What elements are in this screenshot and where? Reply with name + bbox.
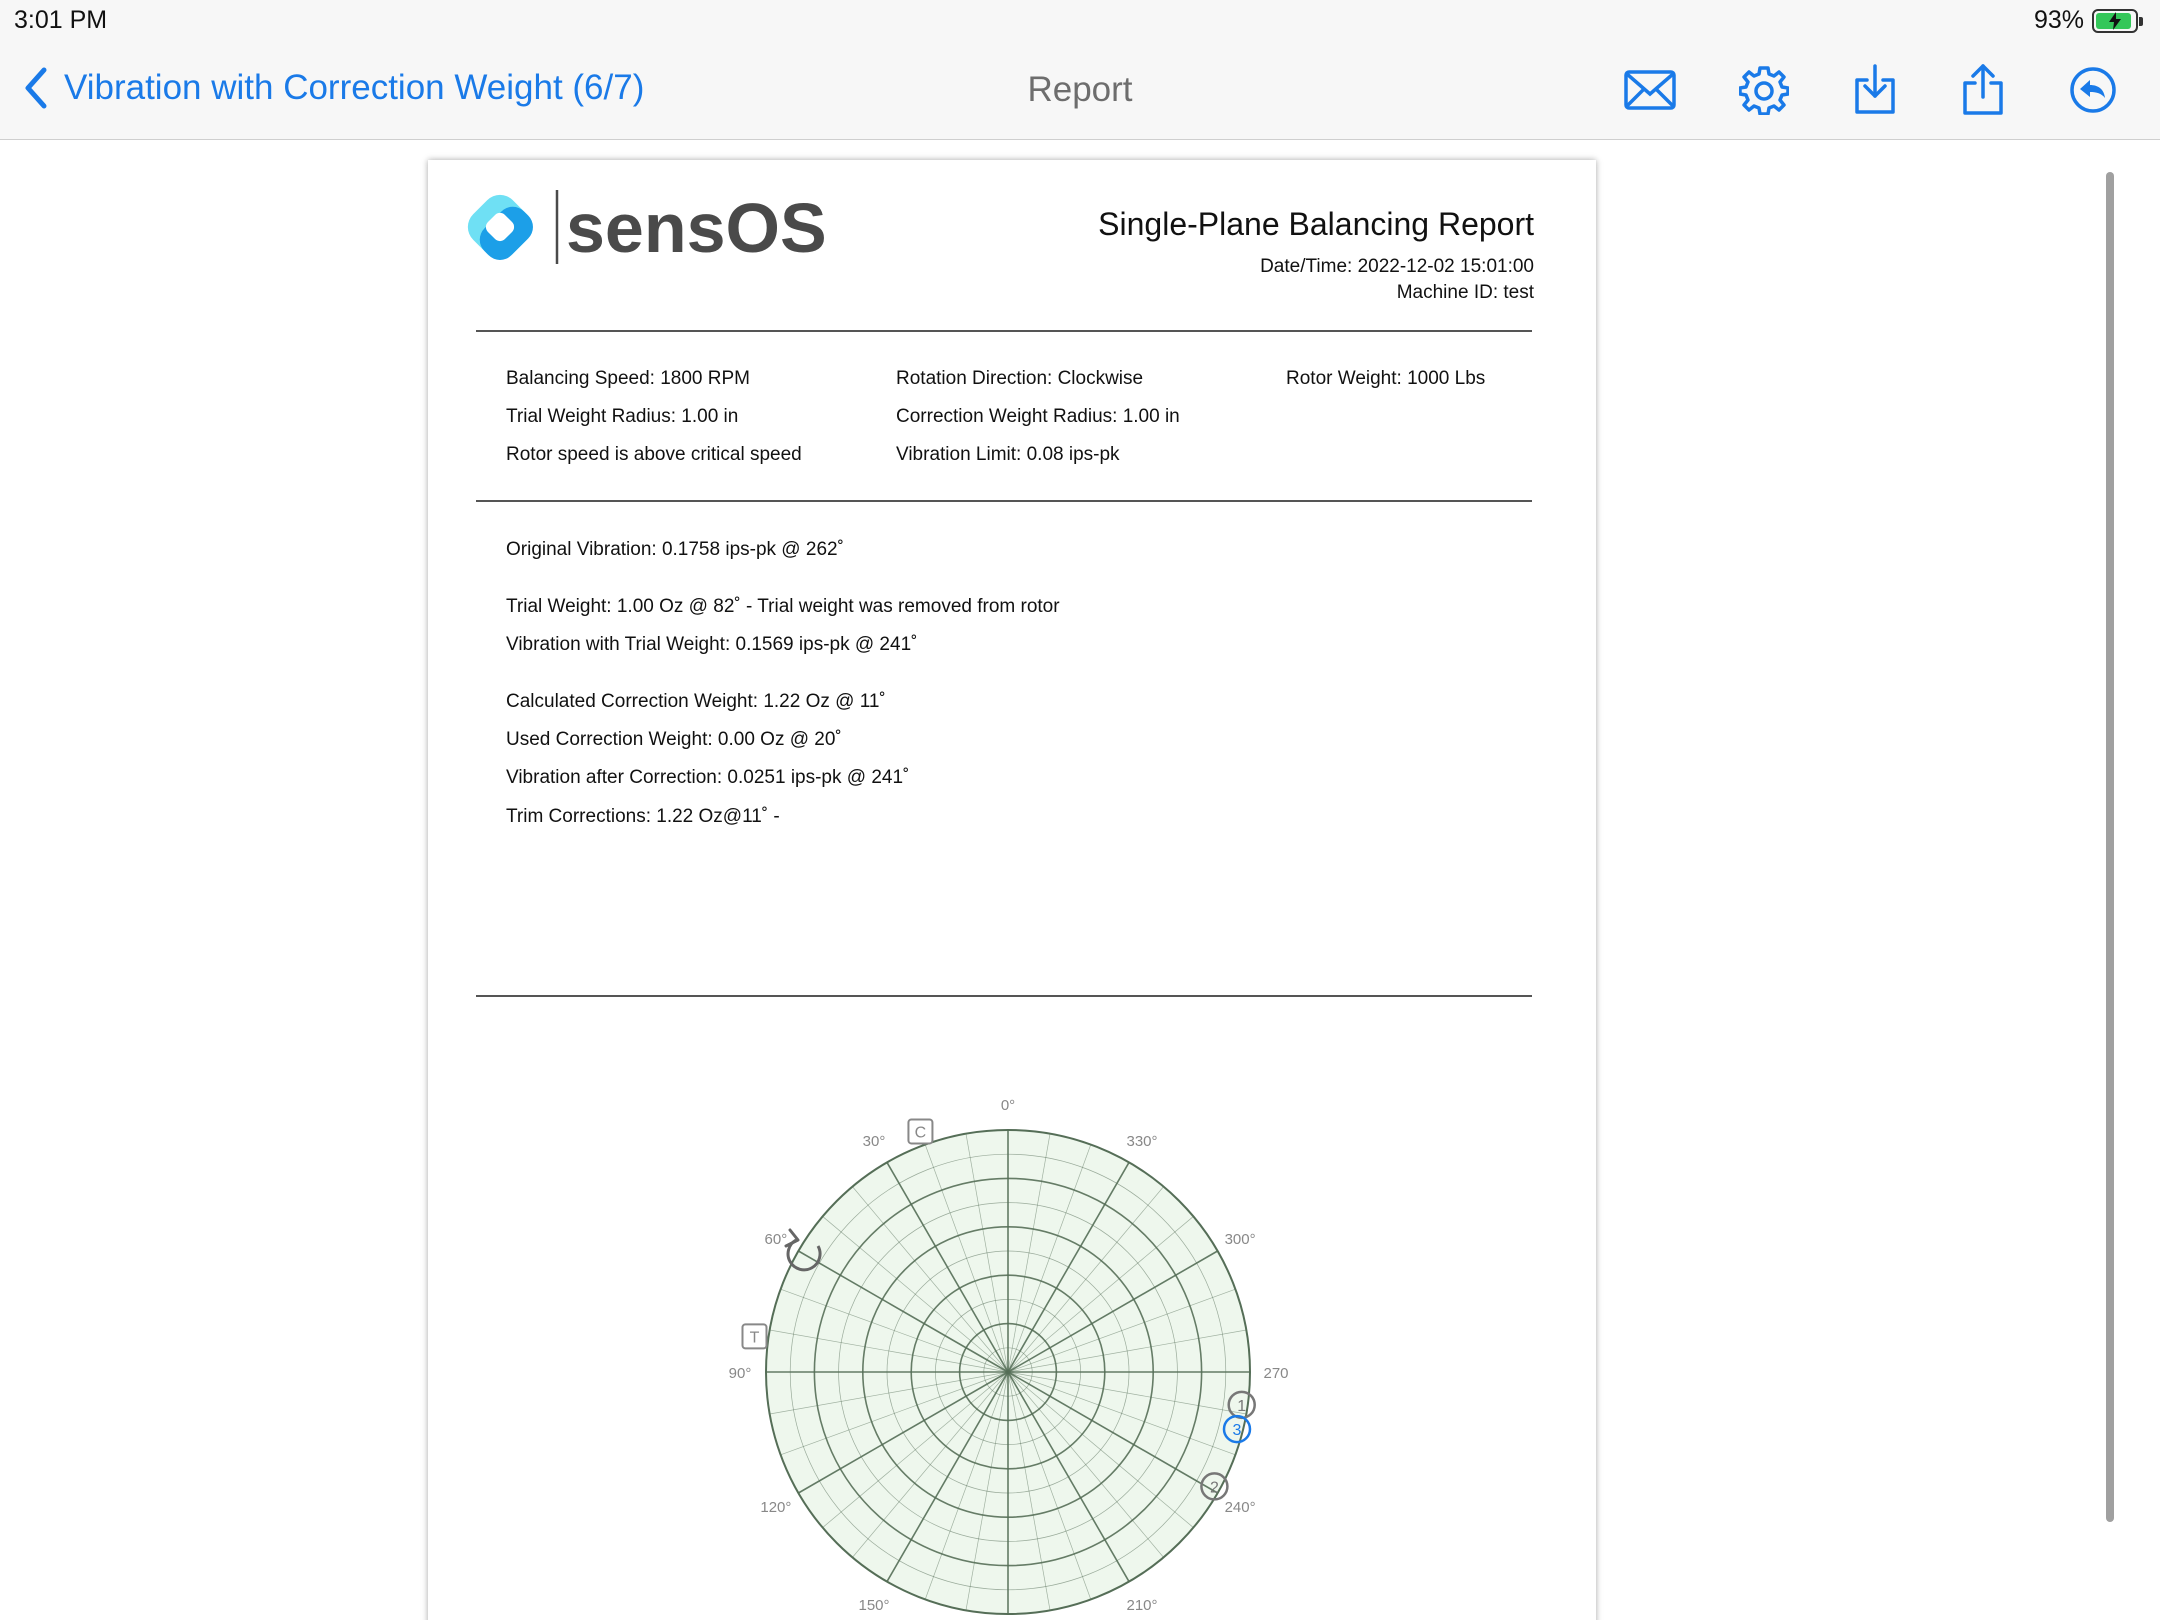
svg-text:C: C — [914, 1124, 927, 1142]
battery-percent: 93% — [2033, 6, 2084, 34]
polar-angle-label: 240° — [1224, 1499, 1256, 1516]
divider — [476, 995, 1532, 997]
download-button[interactable] — [1847, 62, 1903, 118]
used-correction-weight: Used Correction Weight: 0.00 Oz @ 20˚ — [506, 729, 842, 750]
polar-angle-label: 270 — [1263, 1365, 1289, 1382]
polar-angle-label: 60° — [764, 1231, 788, 1248]
polar-angle-label: 150° — [858, 1597, 890, 1615]
logo-text: sensOS — [566, 189, 827, 267]
weight-marker-t — [742, 1324, 766, 1348]
balancing-speed: Balancing Speed: 1800 RPM — [506, 368, 750, 389]
vibration-after-correction: Vibration after Correction: 0.0251 ips-pk @ 241˚ — [506, 767, 910, 788]
polar-angle-label: 0° — [1000, 1097, 1016, 1114]
status-time: 3:01 PM — [14, 6, 108, 34]
battery-icon — [2092, 9, 2138, 33]
report-datetime: Date/Time: 2022-12-02 15:01:00 — [1260, 256, 1534, 277]
correction-weight-radius: Correction Weight Radius: 1.00 in — [896, 406, 1180, 427]
trial-weight-radius: Trial Weight Radius: 1.00 in — [506, 406, 739, 427]
chevron-left-icon — [22, 66, 50, 110]
rotation-direction: Rotation Direction: Clockwise — [896, 368, 1144, 389]
back-button-label: Vibration with Correction Weight (6/7) — [64, 68, 645, 107]
original-vibration: Original Vibration: 0.1758 ips-pk @ 262˚ — [506, 539, 844, 560]
vibration-with-trial-weight: Vibration with Trial Weight: 0.1569 ips-pk @ 241˚ — [506, 634, 918, 655]
svg-text:1: 1 — [1237, 1397, 1247, 1415]
back-button[interactable] — [22, 66, 644, 110]
svg-text:3: 3 — [1232, 1422, 1242, 1440]
report-machine-id: Machine ID: test — [1396, 282, 1534, 303]
trim-corrections: Trim Corrections: 1.22 Oz@11˚ - — [506, 806, 780, 827]
polar-angle-label: 90° — [728, 1365, 752, 1382]
gear-icon — [1739, 65, 1789, 115]
polar-angle-label: 330° — [1126, 1132, 1158, 1150]
undo-icon — [2069, 66, 2117, 114]
share-icon — [1961, 63, 2005, 117]
navigation-bar — [0, 38, 2160, 140]
scrollbar[interactable] — [2106, 172, 2114, 1522]
polar-angle-label: 120° — [760, 1499, 792, 1516]
charging-bolt-icon — [2094, 11, 2136, 31]
rotor-weight: Rotor Weight: 1000 Lbs — [1286, 368, 1486, 389]
critical-speed-note: Rotor speed is above critical speed — [506, 444, 802, 465]
report-document — [428, 160, 1596, 1620]
page-title: Report — [1027, 70, 1133, 109]
download-icon — [1853, 64, 1897, 116]
svg-text:T: T — [749, 1329, 760, 1347]
settings-button[interactable] — [1736, 62, 1792, 118]
status-bar — [0, 0, 2160, 38]
polar-angle-label: 300° — [1224, 1231, 1256, 1248]
weight-marker-c — [908, 1119, 932, 1143]
calculated-correction-weight: Calculated Correction Weight: 1.22 Oz @ 11˚ — [506, 691, 886, 712]
divider — [476, 330, 1532, 332]
undo-button[interactable] — [2065, 62, 2121, 118]
status-right — [2034, 6, 2138, 35]
battery-tip — [2139, 17, 2143, 26]
polar-angle-label: 30° — [862, 1132, 886, 1150]
trial-weight: Trial Weight: 1.00 Oz @ 82˚ - Trial weight was removed from rotor — [506, 596, 1060, 617]
report-title: Single-Plane Balancing Report — [1098, 206, 1534, 242]
polar-angle-label: 210° — [1126, 1597, 1158, 1615]
mail-button[interactable] — [1622, 62, 1678, 118]
mail-icon — [1624, 70, 1676, 110]
divider — [476, 500, 1532, 502]
vibration-limit: Vibration Limit: 0.08 ips-pk — [896, 444, 1120, 465]
polar-grid — [766, 1130, 1250, 1614]
share-button[interactable] — [1955, 62, 2011, 118]
polar-plot — [718, 1030, 1298, 1620]
sensos-logo — [458, 182, 838, 272]
svg-text:2: 2 — [1209, 1479, 1219, 1497]
